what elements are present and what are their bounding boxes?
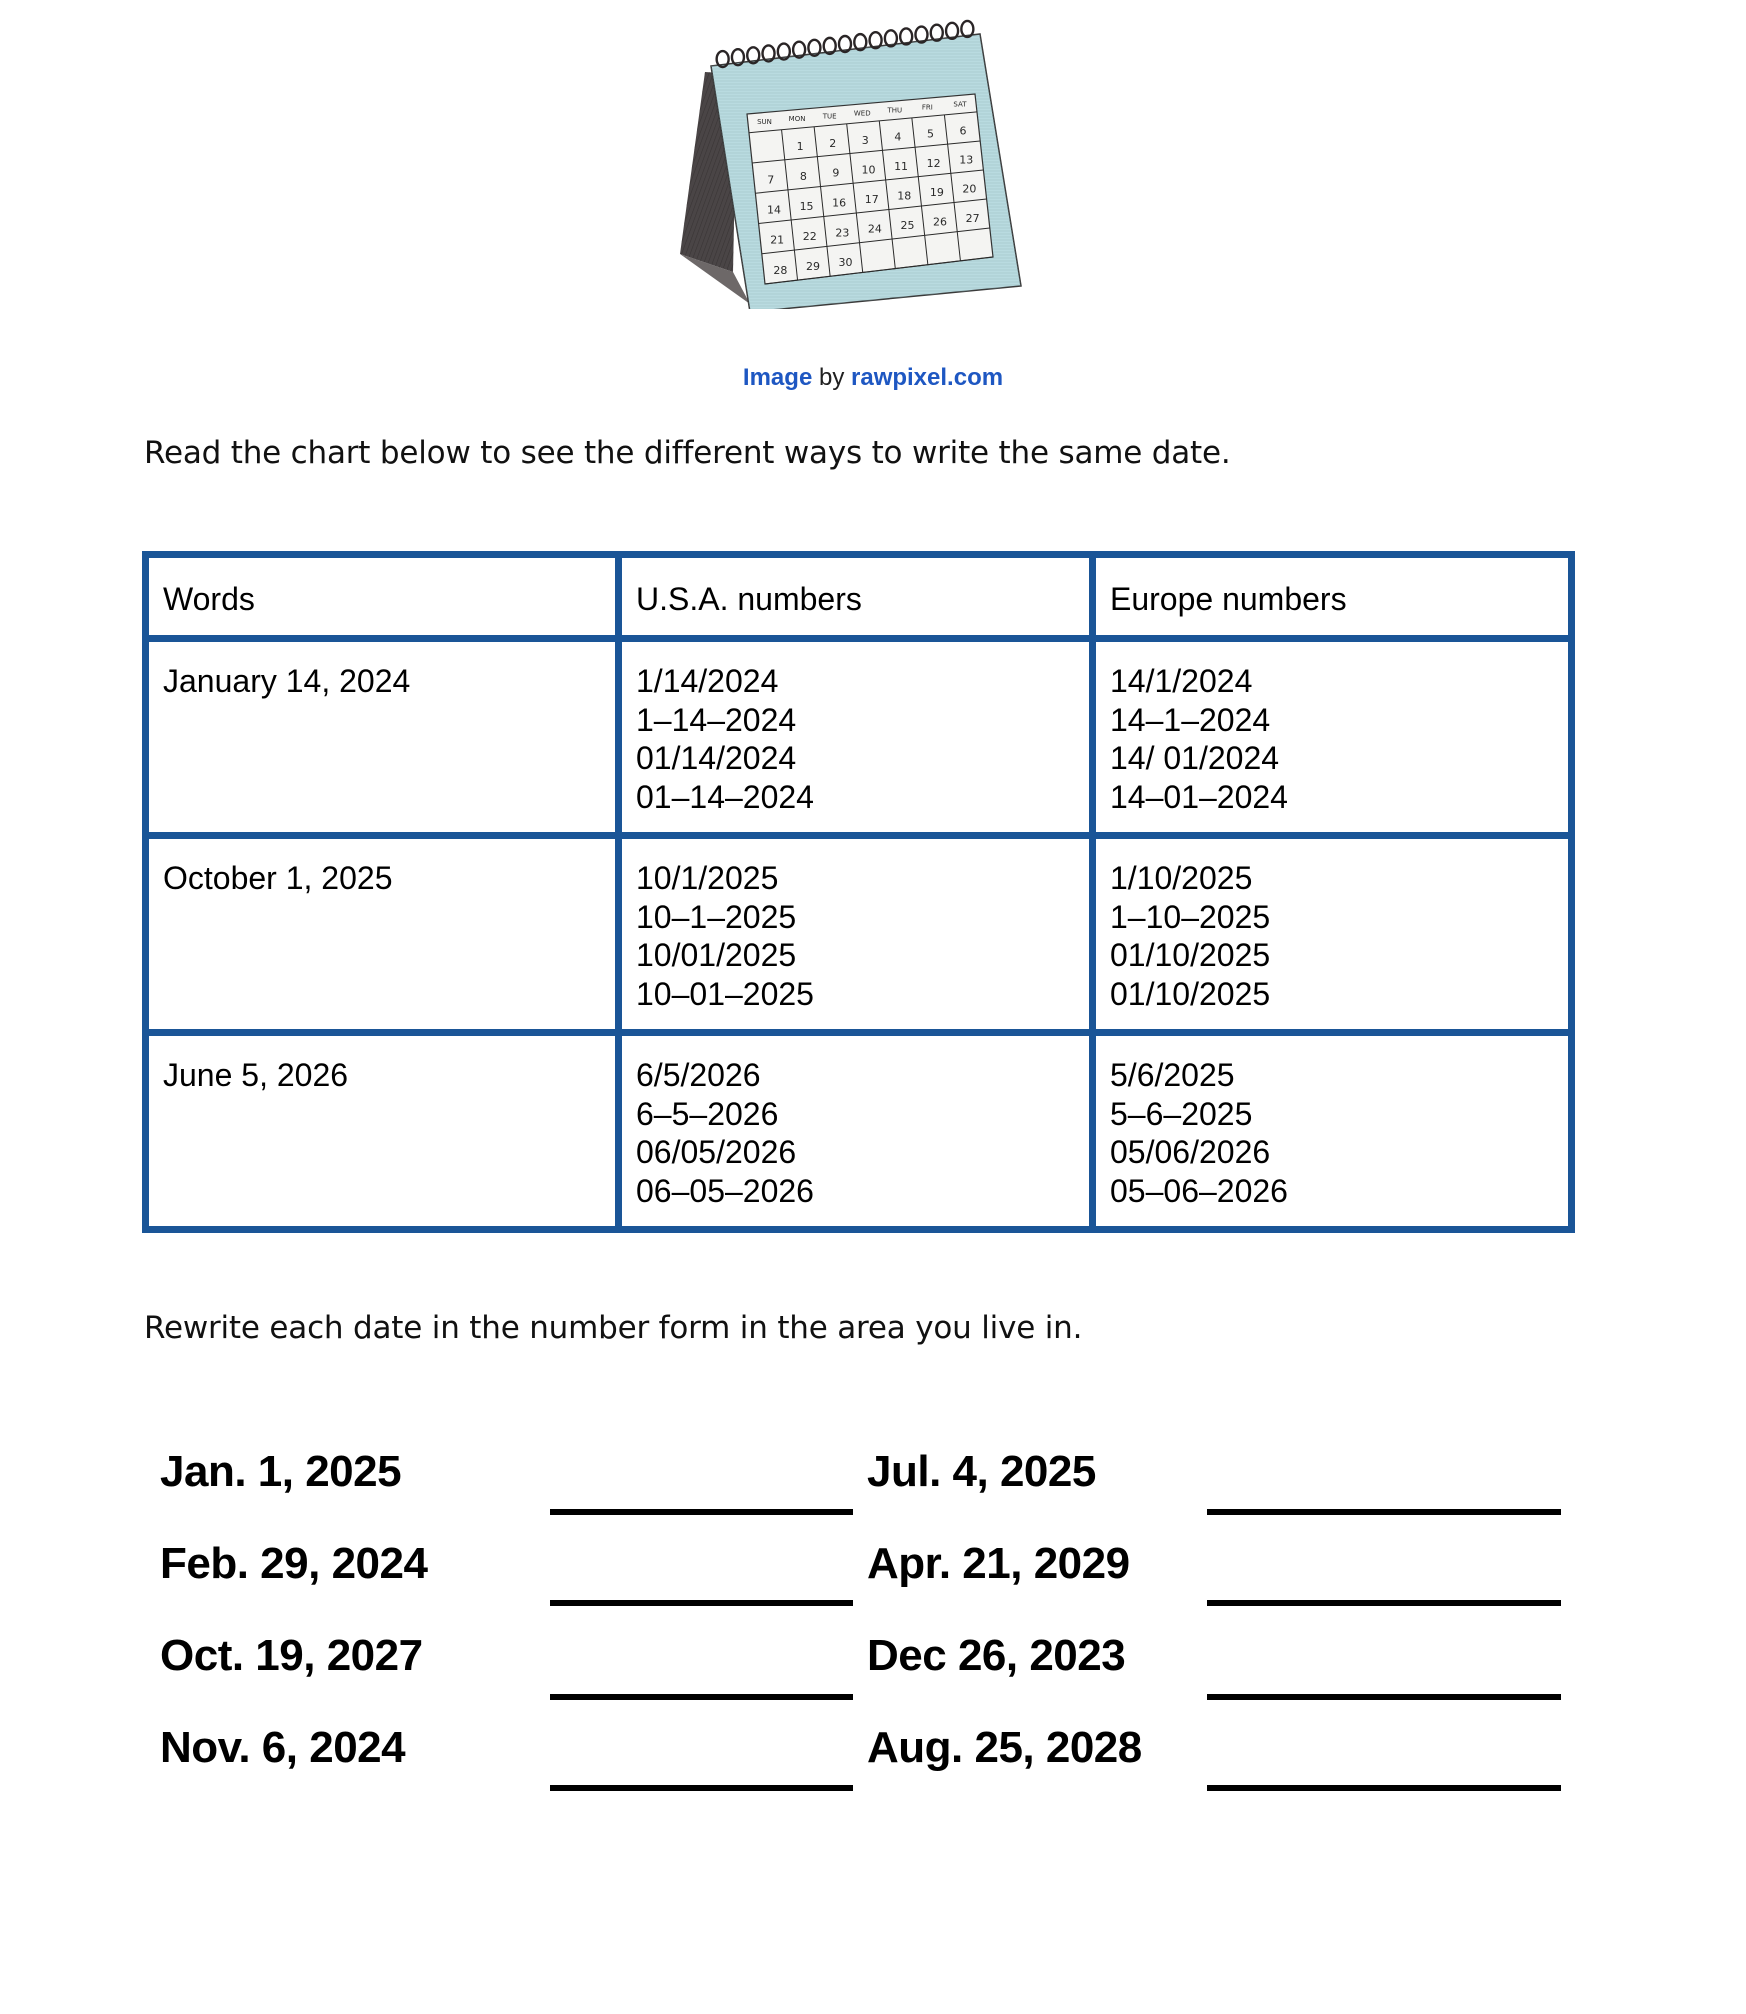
usa-format: 1/14/2024 <box>636 663 779 699</box>
calendar-day: 16 <box>832 196 847 210</box>
spiral-ring <box>915 27 927 43</box>
calendar-day: 5 <box>926 127 934 141</box>
europe-format: 5/6/2025 <box>1110 1057 1235 1093</box>
spiral-ring <box>931 25 943 41</box>
date-words: January 14, 2024 <box>163 663 411 699</box>
calendar-day: 15 <box>799 199 814 213</box>
header-usa-numbers: U.S.A. numbers <box>619 555 1093 639</box>
calendar-day: 17 <box>864 193 879 207</box>
exercise-date: Feb. 29, 2024 <box>160 1539 428 1588</box>
table-header-row <box>146 555 1572 639</box>
calendar-day: 11 <box>894 160 909 174</box>
answer-blank[interactable] <box>1207 1509 1561 1515</box>
exercise-date: Jul. 4, 2025 <box>867 1447 1096 1496</box>
europe-cell <box>1093 639 1572 836</box>
calendar-day: 3 <box>861 133 869 147</box>
calendar-weekday: SAT <box>953 100 967 109</box>
usa-format: 01–14–2024 <box>636 778 814 815</box>
usa-format: 10/1/2025 <box>636 860 779 896</box>
header-europe-numbers: Europe numbers <box>1093 555 1572 639</box>
answer-blank[interactable] <box>1207 1785 1561 1791</box>
header-words: Words <box>146 555 619 639</box>
europe-format: 14/ 01/2024 <box>1110 740 1280 776</box>
date-words: October 1, 2025 <box>163 860 393 896</box>
calendar-day: 12 <box>926 156 941 170</box>
usa-format: 6/5/2026 <box>636 1057 761 1093</box>
answer-blank[interactable] <box>550 1785 853 1791</box>
exercise-date: Apr. 21, 2029 <box>867 1539 1130 1588</box>
usa-cell <box>619 836 1093 1033</box>
usa-format: 06/05/2026 <box>636 1134 797 1170</box>
calendar-day: 9 <box>832 166 840 180</box>
calendar-day: 4 <box>894 130 902 144</box>
calendar-day: 2 <box>829 136 837 150</box>
calendar-day: 14 <box>766 203 781 217</box>
calendar-day: 13 <box>959 153 974 167</box>
europe-format: 14–01–2024 <box>1110 778 1288 815</box>
calendar-weekday: FRI <box>921 103 933 112</box>
calendar-weekday: WED <box>853 109 871 118</box>
calendar-weekday: MON <box>788 115 806 124</box>
calendar-weekday: TUE <box>822 112 837 121</box>
europe-format: 5–6–2025 <box>1110 1095 1253 1132</box>
usa-format: 10–01–2025 <box>636 975 814 1012</box>
europe-format: 01/10/2025 <box>1110 975 1271 1012</box>
answer-blank[interactable] <box>1207 1600 1561 1606</box>
calendar-day: 10 <box>861 163 876 177</box>
calendar-day: 27 <box>965 211 980 225</box>
calendar-day: 25 <box>900 219 915 233</box>
words-cell <box>146 1033 619 1230</box>
calendar-weekday: SUN <box>757 118 772 127</box>
date-format-table <box>142 551 1575 1233</box>
calendar-day: 18 <box>897 189 912 203</box>
calendar-weekday: THU <box>887 106 903 115</box>
rawpixel-link[interactable]: rawpixel.com <box>851 364 1004 391</box>
europe-cell <box>1093 836 1572 1033</box>
table-row <box>146 1033 1572 1230</box>
europe-cell <box>1093 1033 1572 1230</box>
words-cell <box>146 639 619 836</box>
usa-format: 6–5–2026 <box>636 1095 779 1132</box>
europe-format: 01/10/2025 <box>1110 937 1271 973</box>
usa-cell <box>619 639 1093 836</box>
calendar-day: 21 <box>770 233 785 247</box>
europe-format: 05–06–2026 <box>1110 1172 1288 1209</box>
table-row <box>146 836 1572 1033</box>
read-chart-instruction: Read the chart below to see the different ways to write the same date. <box>144 435 1231 471</box>
answer-blank[interactable] <box>550 1600 853 1606</box>
calendar-day: 29 <box>805 259 820 273</box>
usa-format: 06–05–2026 <box>636 1172 814 1209</box>
calendar-day: 19 <box>929 186 944 200</box>
date-words: June 5, 2026 <box>163 1057 349 1093</box>
calendar-day: 20 <box>962 182 977 196</box>
answer-blank[interactable] <box>550 1509 853 1515</box>
answer-blank[interactable] <box>550 1694 853 1700</box>
usa-format: 10–1–2025 <box>636 898 797 935</box>
exercise-date: Nov. 6, 2024 <box>160 1723 406 1772</box>
usa-format: 01/14/2024 <box>636 740 797 776</box>
usa-format: 10/01/2025 <box>636 937 797 973</box>
calendar-day: 7 <box>767 173 775 187</box>
calendar-icon <box>675 14 1045 309</box>
table-row <box>146 639 1572 836</box>
desk-calendar-illustration <box>675 14 1045 309</box>
europe-format: 1–10–2025 <box>1110 898 1271 935</box>
usa-format: 1–14–2024 <box>636 701 797 738</box>
calendar-day: 8 <box>799 169 807 183</box>
calendar-day: 22 <box>802 229 817 243</box>
rewrite-instruction: Rewrite each date in the number form in the area you live in. <box>144 1310 1083 1346</box>
europe-format: 14–1–2024 <box>1110 701 1271 738</box>
spiral-ring <box>961 21 973 37</box>
europe-format: 14/1/2024 <box>1110 663 1253 699</box>
image-credit <box>0 364 1746 392</box>
usa-cell <box>619 1033 1093 1230</box>
calendar-day: 24 <box>867 222 882 236</box>
europe-format: 05/06/2026 <box>1110 1134 1271 1170</box>
calendar-day: 6 <box>959 124 967 138</box>
calendar-day: 1 <box>796 139 804 153</box>
exercise-date: Oct. 19, 2027 <box>160 1631 423 1680</box>
calendar-day: 23 <box>835 226 850 240</box>
exercise-date: Jan. 1, 2025 <box>160 1447 402 1496</box>
answer-blank[interactable] <box>1207 1694 1561 1700</box>
europe-format: 1/10/2025 <box>1110 860 1253 896</box>
calendar-page <box>747 94 993 284</box>
calendar-day: 30 <box>838 256 853 270</box>
image-link[interactable]: Image <box>742 364 813 391</box>
calendar-day: 26 <box>933 215 948 229</box>
credit-by-text: by <box>818 364 845 391</box>
spiral-ring <box>946 23 958 39</box>
words-cell <box>146 836 619 1033</box>
exercise-date: Dec 26, 2023 <box>867 1631 1126 1680</box>
exercise-date: Aug. 25, 2028 <box>867 1723 1142 1772</box>
calendar-day: 28 <box>773 263 788 277</box>
